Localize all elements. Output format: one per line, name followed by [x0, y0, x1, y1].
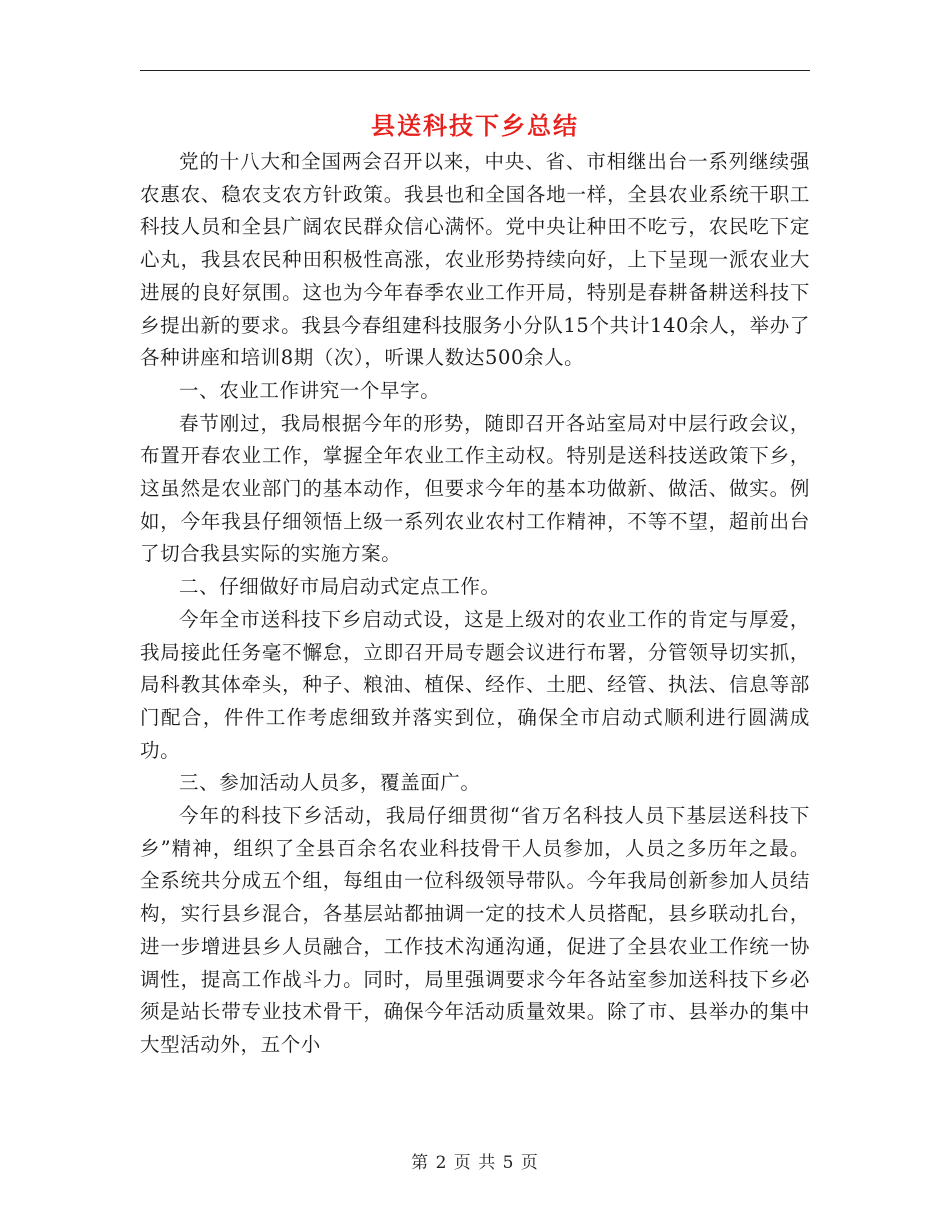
section-heading-2: 二、仔细做好市局启动式定点工作。: [179, 575, 501, 599]
document-title: 县送科技下乡总结: [371, 111, 579, 140]
document-body: [140, 146, 810, 1062]
section-heading-3: 三、参加活动人员多，覆盖面广。: [179, 771, 481, 795]
paragraph-section-2: 今年全市送科技下乡启动式设，这是上级对的农业工作的肯定与厚爱，我局接此任务毫不懈怠，立即召开局专题会议进行布署，分管领导切实抓，局科教其体牵头，种子、粮油、植保、经作、土肥、经管、执法、信息等部门配合，件件工作考虑细致并落实到位，确保全市启动式顺利进行圆满成功。: [140, 607, 810, 762]
page-number-footer: 第 2 页 共 5 页: [411, 1153, 539, 1173]
section-heading-1: 一、农业工作讲究一个早字。: [179, 378, 441, 402]
paragraph-section-3: 今年的科技下乡活动，我局仔细贯彻“省万名科技人员下基层送科技下乡”精神，组织了全县百余名农业科技骨干人员参加，人员之多历年之最。全系统共分成五个组，每组由一位科级领导带队。今年我局创新参加人员结构，实行县乡混合，各基层站都抽调一定的技术人员搭配，县乡联动扎台，进一步增进县乡人员融合，工作技术沟通沟通，促进了全县农业工作统一协调性，提高工作战斗力。同时，局里强调要求今年各站室参加送科技下乡必须是站长带专业技术骨干，确保今年活动质量效果。除了市、县举办的集中大型活动外，五个小: [140, 804, 810, 1056]
paragraph-intro: 党的十八大和全国两会召开以来，中央、省、市相继出台一系列继续强农惠农、稳农支农方针政策。我县也和全国各地一样，全县农业系统干职工科技人员和全县广阔农民群众信心满怀。党中央让种田不吃亏，农民吃下定心丸，我县农民种田积极性高涨，农业形势持续向好，上下呈现一派农业大进展的良好氛围。这也为今年春季农业工作开局，特别是春耕备耕送科技下乡提出新的要求。我县今春组建科技服务小分队15个共计140余人，举办了各种讲座和培训8期（次），听课人数达500余人。: [140, 150, 810, 370]
header-rule: [140, 70, 810, 71]
paragraph-section-1: 春节刚过，我局根据今年的形势，随即召开各站室局对中层行政会议，布置开春农业工作，掌握全年农业工作主动权。特别是送科技送政策下乡，这虽然是农业部门的基本动作，但要求今年的基本功做新、做活、做实。例如，今年我县仔细领悟上级一系列农业农村工作精神，不等不望，超前出台了切合我县实际的实施方案。: [140, 411, 810, 566]
